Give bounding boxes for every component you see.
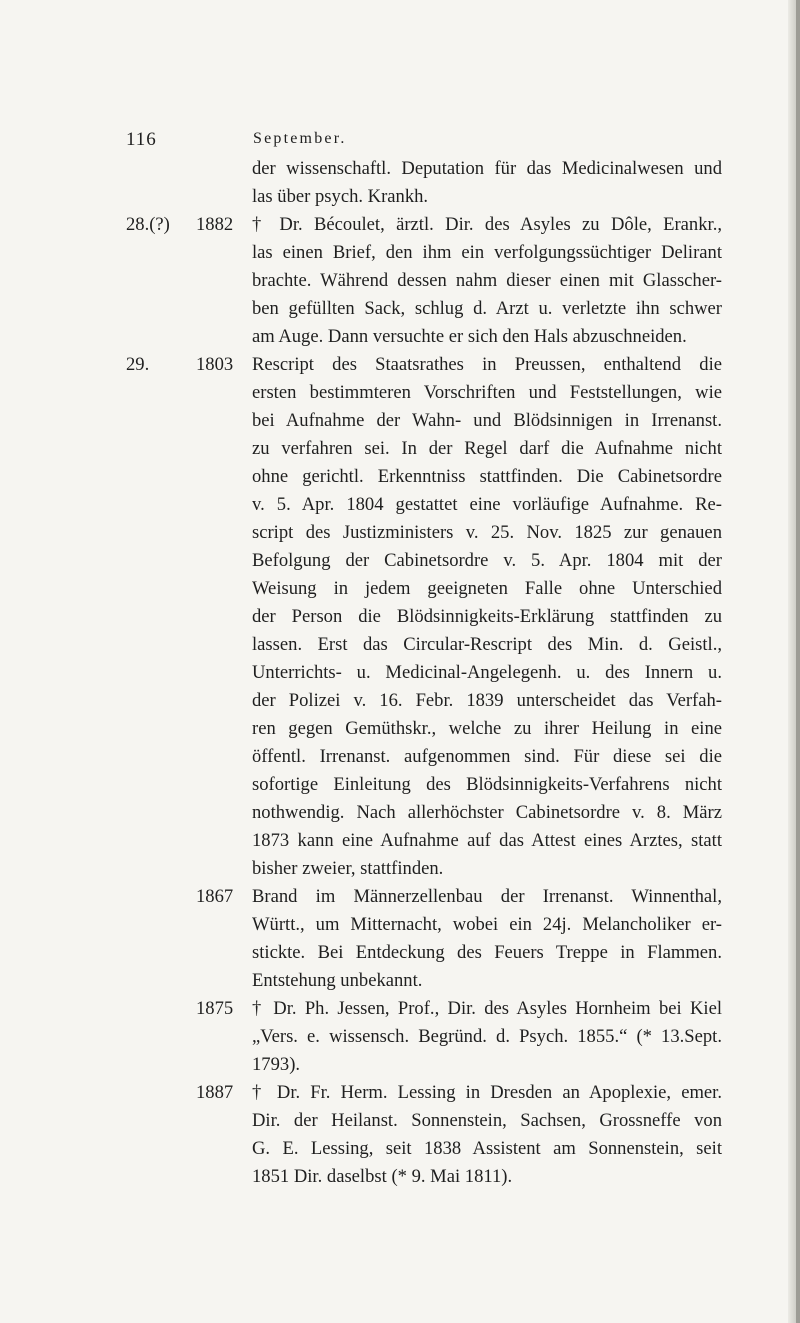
running-head: September. (253, 130, 347, 147)
text-line: bei Aufnahme der Wahn- und Blödsinnigen in Irrenanst. (252, 410, 722, 431)
text-line: am Auge. Dann versuchte er sich den Hals abzuschneiden. (252, 326, 687, 347)
text-line: v. 5. Apr. 1804 gestattet eine vorläufige Aufnahme. Re- (252, 494, 722, 515)
text-line: † Dr. Bécoulet, ärztl. Dir. des Asyles zu Dôle, Erankr., (252, 214, 722, 235)
page-number: 116 (126, 129, 157, 150)
text-line: nothwendig. Nach allerhöchster Cabinetsordre v. 8. März (252, 802, 722, 823)
text-line: „Vers. e. wissensch. Begründ. d. Psych. 1855.“ (* 13.Sept. (252, 1026, 722, 1047)
page-header (0, 129, 800, 153)
text-line: † Dr. Fr. Herm. Lessing in Dresden an Apoplexie, emer. (252, 1082, 722, 1103)
text-line: Dir. der Heilanst. Sonnenstein, Sachsen, Grossneffe von (252, 1110, 722, 1131)
entry-year: 1803 (196, 354, 234, 375)
text-line: Württ., um Mitternacht, wobei ein 24j. Melancholiker er- (252, 914, 722, 935)
text-line: der Polizei v. 16. Febr. 1839 unterscheidet das Verfah- (252, 690, 722, 711)
text-line: zu verfahren sei. In der Regel darf die Aufnahme nicht (252, 438, 722, 459)
text-line: ben gefüllten Sack, schlug d. Arzt u. verletzte ihn schwer (252, 298, 722, 319)
text-line: der Person die Blödsinnigkeits-Erklärung stattfinden zu (252, 606, 722, 627)
text-line: Rescript des Staatsrathes in Preussen, enthaltend die (252, 354, 722, 375)
text-line: † Dr. Ph. Jessen, Prof., Dir. des Asyles Hornheim bei Kiel (252, 998, 722, 1019)
text-line: script des Justizministers v. 25. Nov. 1825 zur genauen (252, 522, 722, 543)
text-line: Entstehung unbekannt. (252, 970, 423, 991)
text-line: las über psych. Krankh. (252, 186, 429, 207)
entry-year: 1867 (196, 886, 234, 907)
text-line: der wissenschaftl. Deputation für das Medicinalwesen und (252, 158, 722, 179)
text-line: stickte. Bei Entdeckung des Feuers Treppe in Flammen. (252, 942, 722, 963)
text-line: Befolgung der Cabinetsordre v. 5. Apr. 1804 mit der (252, 550, 722, 571)
text-line: G. E. Lessing, seit 1838 Assistent am Sonnenstein, seit (252, 1138, 722, 1159)
text-line: 1873 kann eine Aufnahme auf das Attest eines Arztes, statt (252, 830, 722, 851)
text-line: ohne gerichtl. Erkenntniss stattfinden. Die Cabinetsordre (252, 466, 722, 487)
text-line: 1851 Dir. daselbst (* 9. Mai 1811). (252, 1166, 513, 1187)
entry-year: 1875 (196, 998, 234, 1019)
page-edge-shadow (796, 0, 800, 1323)
text-line: sofortige Einleitung des Blödsinnigkeits-Verfahrens nicht (252, 774, 722, 795)
text-line: Unterrichts- u. Medicinal-Angelegenh. u. des Innern u. (252, 662, 722, 683)
entry-number: 28.(?) (126, 214, 170, 235)
text-line: Weisung in jedem geeigneten Falle ohne Unterschied (252, 578, 722, 599)
entry-year: 1887 (196, 1082, 234, 1103)
text-line: öffentl. Irrenanst. aufgenommen sind. Für diese sei die (252, 746, 722, 767)
entry-year: 1882 (196, 214, 234, 235)
text-line: 1793). (252, 1054, 301, 1075)
text-line: bisher zweier, stattfinden. (252, 858, 444, 879)
text-line: ersten bestimmteren Vorschriften und Feststellungen, wie (252, 382, 722, 403)
text-line: brachte. Während dessen nahm dieser einen mit Glasscher- (252, 270, 722, 291)
text-line: lassen. Erst das Circular-Rescript des Min. d. Geistl., (252, 634, 722, 655)
text-line: Brand im Männerzellenbau der Irrenanst. Winnenthal, (252, 886, 722, 907)
text-line: las einen Brief, den ihm ein verfolgungssüchtiger Delirant (252, 242, 722, 263)
text-line: ren gegen Gemüthskr., welche zu ihrer Heilung in eine (252, 718, 722, 739)
entry-number: 29. (126, 354, 150, 375)
